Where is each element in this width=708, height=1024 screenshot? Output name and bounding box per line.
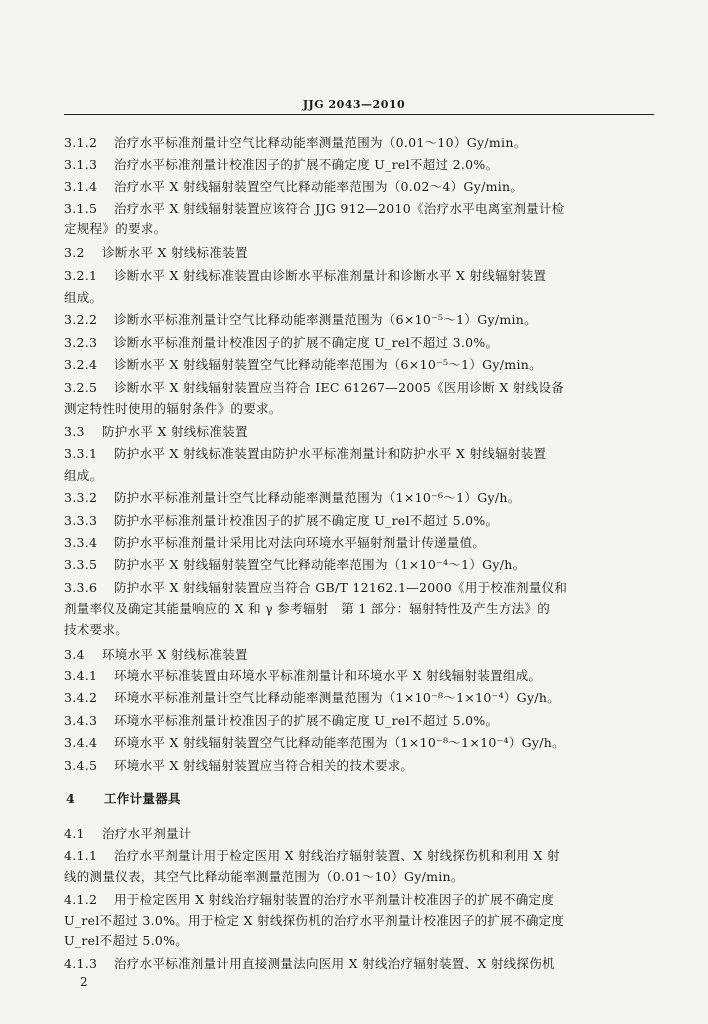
continuation-line [64,867,644,887]
section-line [64,378,644,398]
clause-number: 3.2.1 [64,268,98,283]
section-line [64,133,644,153]
section-line [64,533,644,553]
clause-text: 诊断水平标准剂量计校准因子的扩展不确定度 U_rel不超过 3.0%。 [114,335,499,350]
continuation-line [64,931,644,951]
clause-text: 技术要求。 [64,622,129,637]
section-line [64,177,644,197]
section-line [64,733,644,753]
clause-number: 3.3.1 [64,446,98,461]
clause-text: 防护水平 X 射线辐射装置空气比释动能率范围为（1×10⁻⁴～1）Gy/h。 [114,557,526,572]
clause-text: 治疗水平标准剂量计校准因子的扩展不确定度 U_rel不超过 2.0%。 [114,157,499,172]
clause-number: 3.2 [64,245,85,260]
clause-text: 防护水平 X 射线标准装置 [102,424,248,439]
continuation-line [64,288,644,308]
clause-text: 测定特性时使用的辐射条件》的要求。 [64,401,282,416]
continuation-line [64,466,644,486]
clause-text: 组成。 [64,290,103,305]
clause-number: 3.4.5 [64,758,98,773]
section-line [64,355,644,375]
page-number: 2 [80,975,88,989]
clause-number: 3.4 [64,647,85,662]
continuation-line [64,399,644,419]
section-line [64,824,644,844]
clause-number: 3.2.5 [64,380,98,395]
clause-text: 线的测量仪表，其空气比释动能率测量范围为（0.01～10）Gy/min。 [64,869,464,884]
clause-text: 治疗水平 X 射线辐射装置空气比释动能率范围为（0.02～4）Gy/min。 [114,179,524,194]
clause-number: 3.1.5 [64,201,98,216]
clause-text: 诊断水平 X 射线标准装置由诊断水平标准剂量计和诊断水平 X 射线辐射装置 [114,268,547,283]
clause-number: 3.3.5 [64,557,98,572]
clause-number: 4.1.2 [64,892,98,907]
clause-text: U_rel不超过 3.0%。用于检定 X 射线探伤机的治疗水平剂量计校准因子的扩展不确定度 [64,913,565,928]
section-line [64,266,644,286]
clause-text: 定规程》的要求。 [64,221,167,236]
clause-text: 环境水平 X 射线辐射装置空气比释动能率范围为（1×10⁻⁸～1×10⁻⁴）Gy/h。 [114,735,565,750]
clause-text: 治疗水平标准剂量计空气比释动能率测量范围为（0.01～10）Gy/min。 [114,135,527,150]
section-line [64,333,644,353]
clause-text: 防护水平标准剂量计空气比释动能率测量范围为（1×10⁻⁶～1）Gy/h。 [114,490,521,505]
clause-number: 3.2.2 [64,312,98,327]
clause-text: 用于检定医用 X 射线治疗辐射装置的治疗水平剂量计校准因子的扩展不确定度 [114,892,555,907]
clause-number: 3.4.3 [64,713,98,728]
section-line [64,310,644,330]
clause-text: 诊断水平 X 射线辐射装置应当符合 IEC 61267—2005《医用诊断 X 射线设备 [114,380,565,395]
clause-number: 3.3.6 [64,580,98,595]
clause-number: 3.1.3 [64,157,98,172]
section-line [64,243,644,263]
continuation-line [64,911,644,931]
section-line [64,199,644,219]
clause-number: 3.2.4 [64,357,98,372]
clause-text: 诊断水平标准剂量计空气比释动能率测量范围为（6×10⁻⁵～1）Gy/min。 [114,312,537,327]
section-line [64,711,644,731]
clause-number: 3.1.4 [64,179,98,194]
clause-text: 环境水平 X 射线标准装置 [102,647,248,662]
clause-number: 4.1.3 [64,956,98,971]
clause-text: 治疗水平标准剂量计用直接测量法向医用 X 射线治疗辐射装置、X 射线探伤机 [114,956,555,971]
clause-text: 治疗水平剂量计 [102,826,192,841]
header-divider [64,114,654,115]
section-line [64,688,644,708]
continuation-line [64,620,644,640]
clause-text: 环境水平 X 射线辐射装置应当符合相关的技术要求。 [114,758,414,773]
section-line [64,444,644,464]
clause-number: 3.4.2 [64,690,98,705]
clause-text: 防护水平标准剂量计校准因子的扩展不确定度 U_rel不超过 5.0%。 [114,513,499,528]
clause-text: 环境水平标准剂量计空气比释动能率测量范围为（1×10⁻⁸～1×10⁻⁴）Gy/h。 [114,690,560,705]
section-line [64,422,644,442]
section-line [64,666,644,686]
section-line [66,789,646,809]
clause-number: 3.3.3 [64,513,98,528]
clause-text: 环境水平标准剂量计校准因子的扩展不确定度 U_rel不超过 5.0%。 [114,713,499,728]
continuation-line [64,599,644,619]
clause-number: 3.3.2 [64,490,98,505]
clause-number: 4.1 [64,826,85,841]
clause-number: 3.4.4 [64,735,98,750]
clause-text: 工作计量器具 [104,791,181,806]
clause-text: 组成。 [64,468,103,483]
clause-text: U_rel不超过 5.0%。 [64,933,189,948]
section-line [64,756,644,776]
clause-text: 诊断水平 X 射线标准装置 [102,245,248,260]
section-line [64,954,644,974]
clause-number: 4.1.1 [64,848,98,863]
section-line [64,488,644,508]
clause-number: 4 [66,791,75,806]
section-line [64,511,644,531]
clause-text: 防护水平 X 射线标准装置由防护水平标准剂量计和防护水平 X 射线辐射装置 [114,446,547,461]
section-line [64,846,644,866]
clause-number: 3.3 [64,424,85,439]
section-line [64,155,644,175]
section-line [64,890,644,910]
clause-number: 3.3.4 [64,535,98,550]
clause-text: 治疗水平 X 射线辐射装置应该符合 JJG 912—2010《治疗水平电离室剂量计检 [114,201,565,216]
clause-text: 诊断水平 X 射线辐射装置空气比释动能率范围为（6×10⁻⁵～1）Gy/min。 [114,357,542,372]
clause-number: 3.2.3 [64,335,98,350]
continuation-line [64,219,644,239]
clause-text: 剂量率仪及确定其能量响应的 X 和 γ 参考辐射 第 1 部分：辐射特性及产生方法》的 [64,601,551,616]
clause-number: 3.4.1 [64,668,98,683]
section-line [64,578,644,598]
clause-text: 治疗水平剂量计用于检定医用 X 射线治疗辐射装置、X 射线探伤机和利用 X 射 [114,848,560,863]
section-line [64,555,644,575]
page-header: JJG 2043—2010 [302,98,406,111]
clause-text: 防护水平 X 射线辐射装置应当符合 GB/T 12162.1—2000《用于校准剂量仪和 [114,580,568,595]
clause-text: 防护水平标准剂量计采用比对法向环境水平辐射剂量计传递量值。 [114,535,486,550]
clause-text: 环境水平标准装置由环境水平标准剂量计和环境水平 X 射线辐射装置组成。 [114,668,542,683]
clause-number: 3.1.2 [64,135,98,150]
section-line [64,645,644,665]
